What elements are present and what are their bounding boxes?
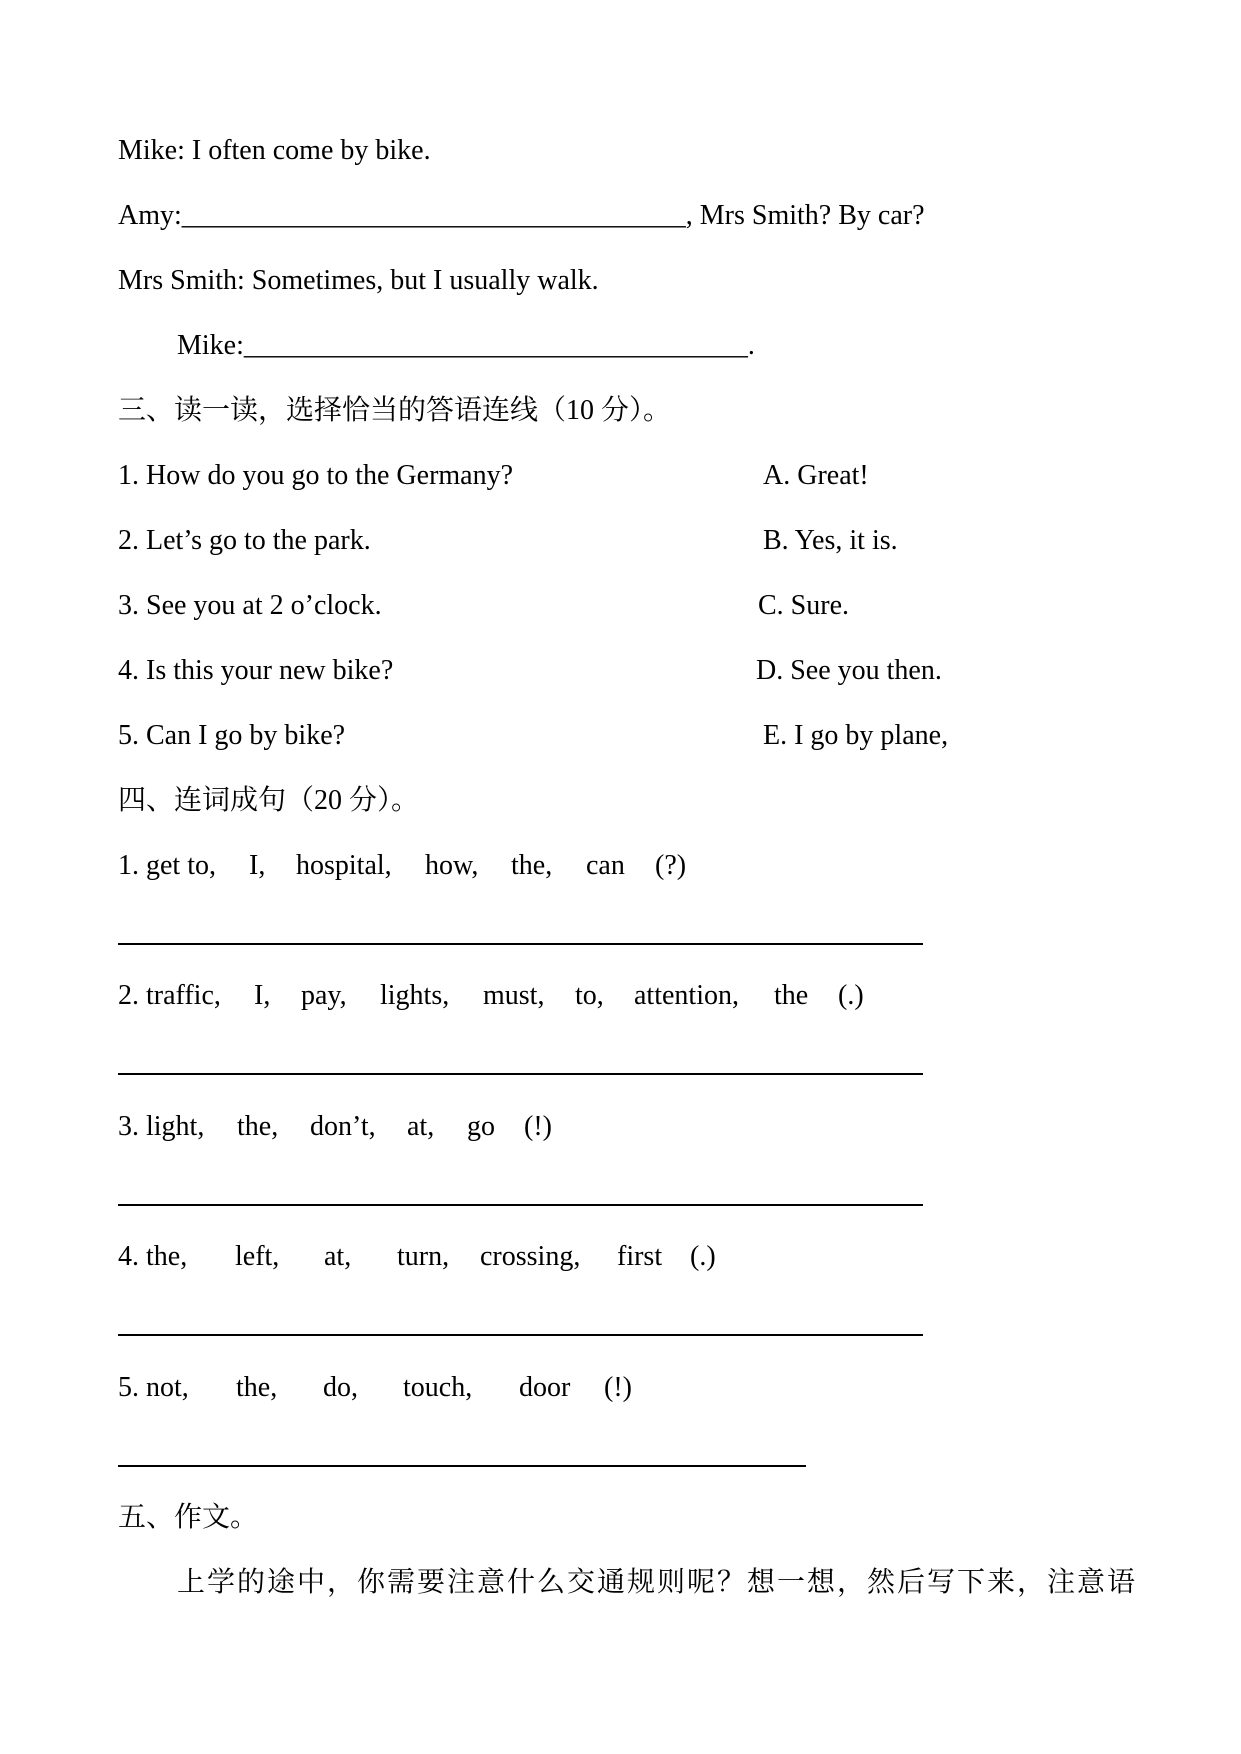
dialogue-amy-line: Amy:____________________________________, Mrs Smith? By car? — [118, 200, 925, 231]
word-token: at, — [324, 1241, 352, 1272]
section3-answer: D. See you then. — [756, 655, 942, 686]
word-token: turn, — [397, 1241, 450, 1272]
section3-answer: E. I go by plane, — [763, 720, 949, 751]
word-token: the, — [236, 1372, 278, 1403]
word-token: 5. not, — [118, 1372, 189, 1403]
word-token: don’t, — [310, 1111, 376, 1142]
word-token: at, — [407, 1111, 435, 1142]
word-token: door — [519, 1372, 571, 1403]
word-token: (.) — [690, 1241, 716, 1272]
word-token: must, — [483, 980, 545, 1011]
word-token: 4. the, — [118, 1241, 188, 1272]
answer-line — [118, 1073, 923, 1075]
word-token: attention, — [634, 980, 739, 1011]
word-token: can — [586, 850, 625, 881]
word-token: lights, — [380, 980, 450, 1011]
word-token: 1. get to, — [118, 850, 216, 881]
section3-question: 3. See you at 2 o’clock. — [118, 590, 382, 621]
word-token: 2. traffic, — [118, 980, 221, 1011]
word-token: do, — [323, 1372, 358, 1403]
word-token: crossing, — [480, 1241, 581, 1272]
word-token: touch, — [403, 1372, 473, 1403]
word-token: (?) — [655, 850, 687, 881]
section3-question: 2. Let’s go to the park. — [118, 525, 371, 556]
answer-line — [118, 1465, 806, 1467]
section5-prompt: 上学的途中，你需要注意什么交通规则呢？想一想，然后写下来，注意语 — [177, 1567, 1138, 1598]
word-token: first — [617, 1241, 663, 1272]
word-token: go — [467, 1111, 495, 1142]
dialogue-mike-blank-line: Mike:____________________________________. — [177, 330, 755, 361]
section3-question: 1. How do you go to the Germany? — [118, 460, 514, 491]
section3-heading: 三、读一读，选择恰当的答语连线（10 分）。 — [118, 395, 672, 426]
answer-line — [118, 943, 923, 945]
word-token: (.) — [838, 980, 864, 1011]
word-token: hospital, — [296, 850, 392, 881]
answer-line — [118, 1204, 923, 1206]
dialogue-mike-line: Mike: I often come by bike. — [118, 135, 431, 166]
answer-line — [118, 1334, 923, 1336]
word-token: the — [774, 980, 809, 1011]
section3-question: 4. Is this your new bike? — [118, 655, 394, 686]
word-token: 3. light, — [118, 1111, 205, 1142]
word-token: left, — [235, 1241, 280, 1272]
section4-heading: 四、连词成句（20 分）。 — [118, 785, 420, 816]
section3-answer: C. Sure. — [758, 590, 849, 621]
section3-answer: A. Great! — [763, 460, 869, 491]
word-token: pay, — [301, 980, 347, 1011]
word-token: how, — [425, 850, 479, 881]
word-token: the, — [237, 1111, 279, 1142]
word-token: (!) — [524, 1111, 552, 1142]
section3-answer: B. Yes, it is. — [763, 525, 898, 556]
dialogue-mrs-smith-line: Mrs Smith: Sometimes, but I usually walk. — [118, 265, 599, 296]
word-token: I, — [249, 850, 266, 881]
section5-heading: 五、作文。 — [118, 1502, 259, 1533]
section3-question: 5. Can I go by bike? — [118, 720, 346, 751]
word-token: to, — [575, 980, 604, 1011]
word-token: I, — [254, 980, 271, 1011]
word-token: (!) — [604, 1372, 632, 1403]
word-token: the, — [511, 850, 553, 881]
